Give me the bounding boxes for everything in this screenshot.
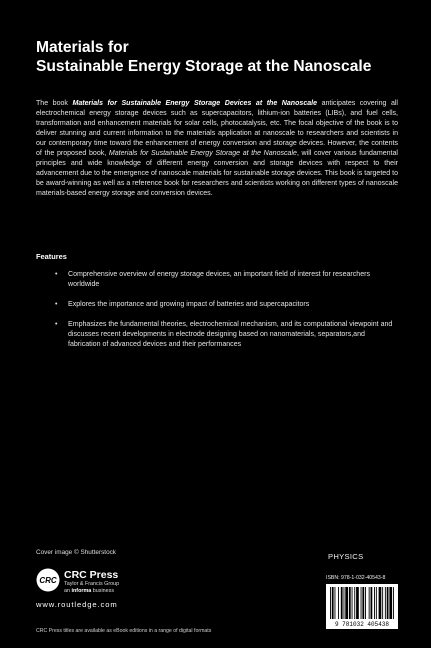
- isbn-barcode: [326, 584, 398, 629]
- barcode-digits: 9 781032 405438: [334, 621, 390, 628]
- barcode-bar: [387, 587, 389, 619]
- publisher-group: Taylor & Francis Group: [64, 581, 120, 587]
- feature-text: Explores the importance and growing impact of batteries and supercapacitors: [68, 301, 310, 309]
- barcode-bar: [382, 587, 383, 619]
- description-book-title-italic: Materials for Sustainable Energy Storage at the Nanoscale: [108, 150, 297, 158]
- barcode-bar: [385, 587, 386, 619]
- barcode-bar: [352, 587, 353, 619]
- cover-image-credit: Cover image © Shutterstock: [36, 549, 117, 556]
- crc-logo-text: CRC: [39, 576, 57, 585]
- publisher-tagline: [64, 588, 119, 595]
- bullet-icon: •: [55, 321, 58, 329]
- barcode-bar: [379, 587, 382, 619]
- book-title: [36, 38, 406, 76]
- feature-item: [36, 320, 398, 350]
- barcode-bar: [369, 587, 370, 619]
- barcode-bar: [362, 587, 364, 619]
- isbn-label: ISBN: 978-1-032-40543-8: [326, 575, 386, 581]
- bullet-icon: •: [55, 271, 58, 278]
- publisher-name: CRC Press: [64, 569, 119, 581]
- barcode-bar: [374, 587, 375, 619]
- barcode-icon: [326, 584, 398, 629]
- barcode-bar: [332, 587, 334, 619]
- barcode-bar: [349, 587, 351, 619]
- barcode-bar: [371, 587, 373, 619]
- subject-category: PHYSICS: [328, 552, 364, 561]
- feature-text: Emphasizes the fundamental theories, electrochemical mechanism, and its computational viewpoint and discusses recent developments in electrode designing based on nanomaterials, separators,and fabrication of advanced devices and their performances: [68, 321, 393, 349]
- barcode-bar: [338, 587, 339, 619]
- feature-item: [36, 270, 398, 290]
- description-part-2: , will cover various fundamental principles and wide knowledge of different energy conversion and storage devices with respect to their advancement due to the emergence of nanoscale materials for sustainable storage devices. This book is targeted to be award-winning as well as a reference book for researchers and scientists working on different types of nanoscale materials-based energy storage and conversion devices.: [36, 150, 398, 198]
- description-part-1: anticipates covering all electrochemical energy storage devices such as supercapacitors, lithium-ion batteries (LIBs), and fuel cells, transformation and enhancement materials for solar cells, photocatalysis, etc. The focal objective of the book is to deliver stunning and current information to the materials application at nanoscale to researchers and scientists in our contemporary time toward the enhancement of energy conversion and storage devices. However, the contents of the proposed book,: [36, 100, 398, 158]
- barcode-bar: [376, 587, 377, 619]
- book-title-line-2: Sustainable Energy Storage at the Nanoscale: [36, 58, 372, 75]
- features-heading: Features: [36, 252, 67, 261]
- features-list: [36, 270, 398, 350]
- ebook-availability-note: CRC Press titles are available as eBook editions in a range of digital formats: [36, 628, 212, 634]
- publisher-block: [64, 569, 119, 594]
- barcode-bar: [356, 587, 359, 619]
- barcode-bar: [393, 587, 394, 619]
- tagline-prefix: an: [64, 587, 72, 594]
- crc-press-logo-icon: [36, 568, 60, 592]
- barcode-bar: [354, 587, 355, 619]
- bullet-icon: •: [55, 301, 58, 309]
- tagline-suffix: business: [91, 587, 115, 594]
- barcode-bar: [341, 587, 343, 619]
- barcode-bar: [361, 587, 362, 619]
- barcode-bar: [335, 587, 336, 619]
- barcode-bar: [365, 587, 366, 619]
- description-paragraph: [36, 99, 398, 199]
- barcode-bar: [345, 587, 348, 619]
- feature-text: Comprehensive overview of energy storage devices, an important field of interest for researchers worldwide: [68, 271, 370, 289]
- tagline-brand: informa: [71, 587, 92, 594]
- feature-item: [36, 300, 398, 310]
- barcode-bar: [344, 587, 345, 619]
- publisher-url[interactable]: www.routledge.com: [36, 600, 118, 609]
- description-intro: The book: [36, 100, 73, 107]
- barcode-bar: [389, 587, 392, 619]
- barcode-bar: [330, 587, 331, 619]
- description-book-title: Materials for Sustainable Energy Storage Devices at the Nanoscale: [72, 100, 318, 107]
- book-title-line-1: Materials for: [36, 39, 129, 56]
